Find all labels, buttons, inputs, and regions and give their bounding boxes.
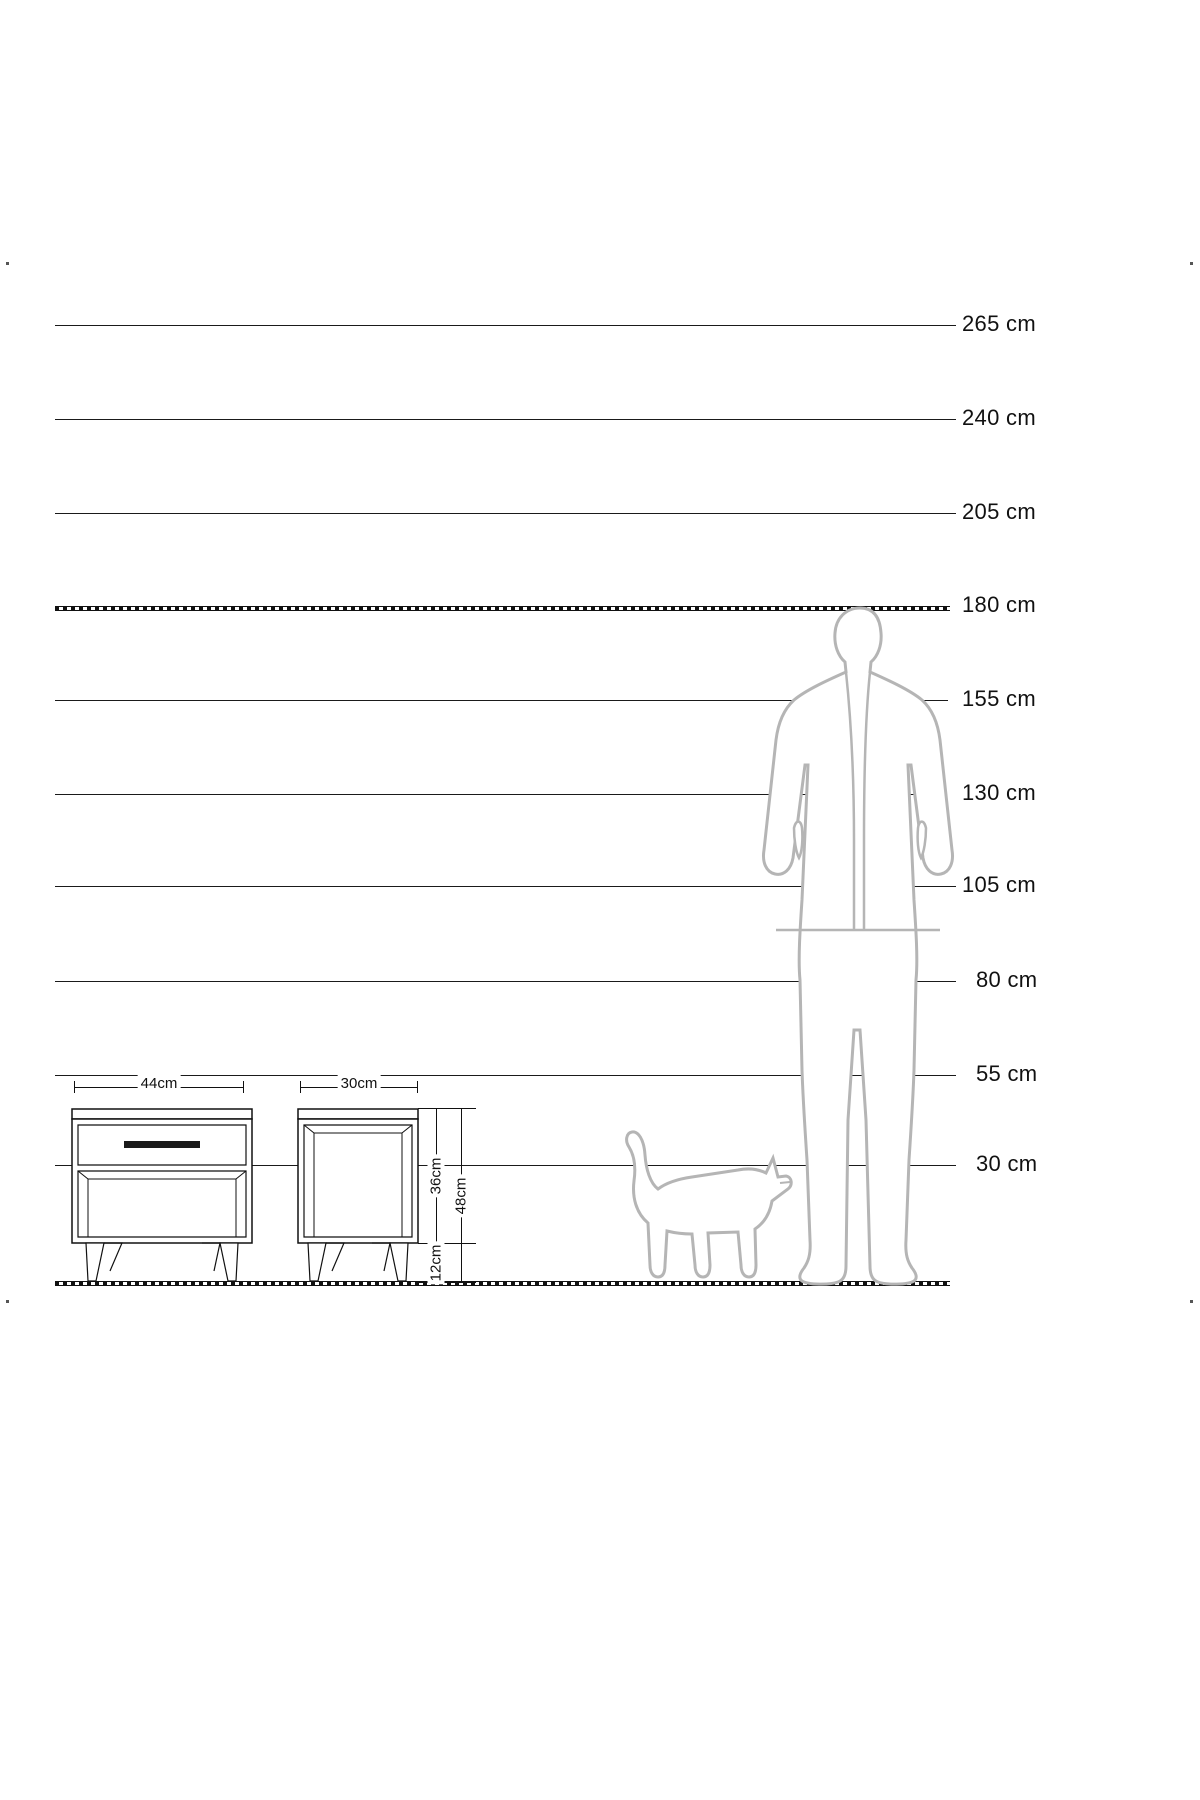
cat-silhouette [620, 1125, 800, 1285]
scale-tick-205 [938, 513, 956, 514]
scale-label-205: 205 cm [962, 499, 1036, 524]
registration-dot-bottom-left [6, 1300, 9, 1303]
scale-line-205 [55, 513, 938, 514]
scale-line-265 [55, 325, 938, 326]
registration-dot-bottom-right [1190, 1300, 1193, 1303]
scale-label-180: 180 cm [962, 592, 1036, 617]
scale-label-265: 265 cm [962, 311, 1036, 336]
dimension-height-48 [452, 1108, 470, 1283]
scale-label-80: 80 cm [976, 967, 1038, 992]
nightstand-with-drawer [64, 1095, 260, 1287]
dimension-label-30cm: 30cm [338, 1075, 381, 1092]
scale-label-105: 105 cm [962, 872, 1036, 897]
dimension-label-12cm: 12cm [428, 1242, 445, 1285]
scale-tick-265 [938, 325, 956, 326]
scale-label-30: 30 cm [976, 1151, 1038, 1176]
dimension-height-12 [427, 1243, 445, 1283]
nightstand-plain [292, 1095, 426, 1287]
registration-dot-top-left [6, 262, 9, 265]
dimension-height-36 [427, 1108, 445, 1243]
scale-label-55: 55 cm [976, 1061, 1038, 1086]
scale-label-155: 155 cm [962, 686, 1036, 711]
scale-label-240: 240 cm [962, 405, 1036, 430]
dimension-label-48cm: 48cm [453, 1174, 470, 1217]
dimension-label-44cm: 44cm [138, 1075, 181, 1092]
scale-line-240 [55, 419, 938, 420]
dimension-width-30 [300, 1075, 418, 1093]
registration-dot-top-right [1190, 262, 1193, 265]
scale-label-130: 130 cm [962, 780, 1036, 805]
scale-tick-240 [938, 419, 956, 420]
dimension-width-44 [74, 1075, 244, 1093]
extension-line-top-48 [418, 1108, 476, 1109]
dimension-label-36cm: 36cm [428, 1154, 445, 1197]
